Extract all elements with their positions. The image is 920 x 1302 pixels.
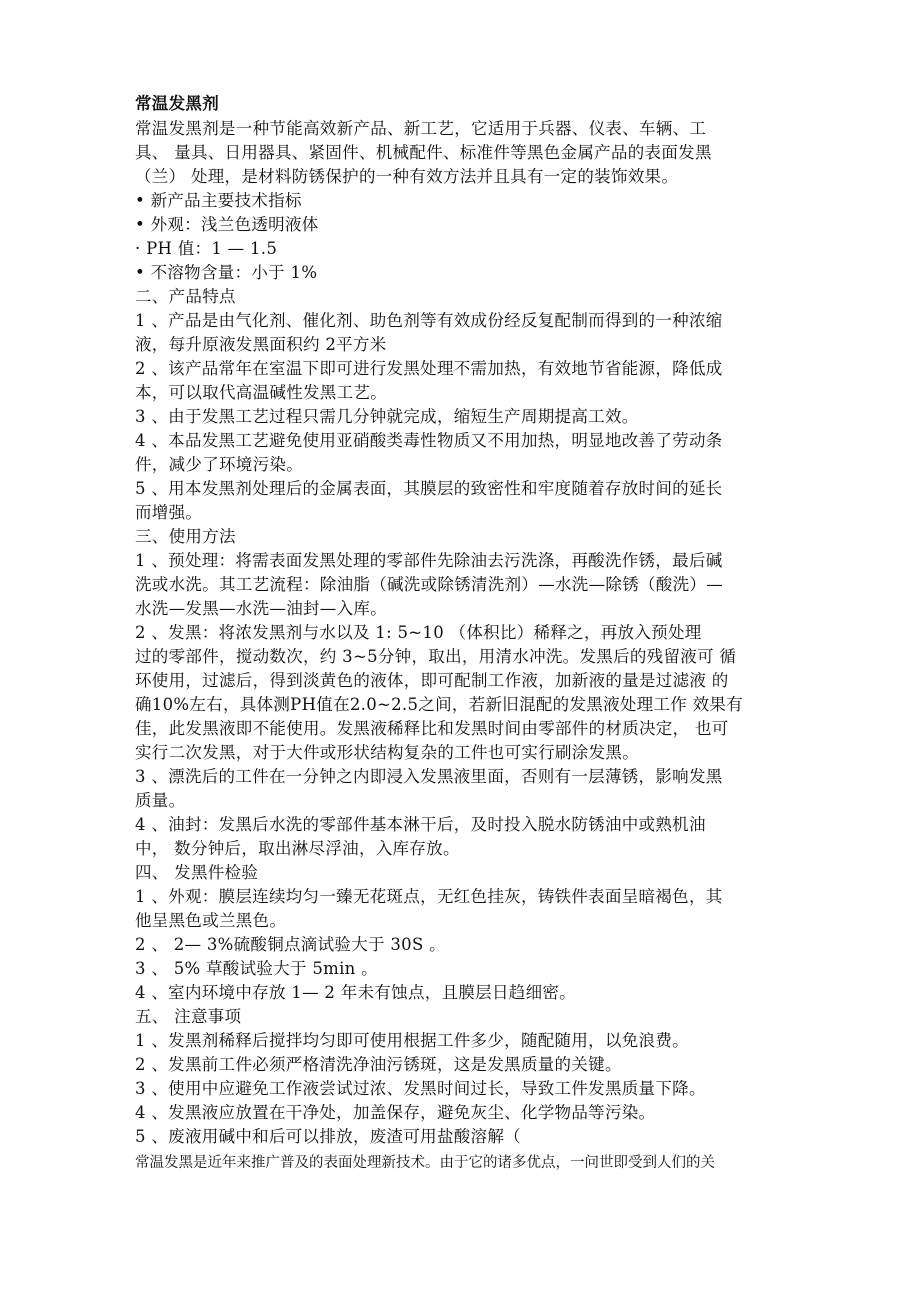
document-title: 常温发黑剂 [135,94,219,113]
text-line: 水洗—发黑—水洗—油封—入库。 [135,599,387,618]
section-heading: 二、产品特点 [135,287,236,306]
text-line: 实行二次发黑，对于大件或形状结构复杂的工件也可实行刷涂发黑。 [135,743,639,762]
text-line: 中， 数分钟后，取出淋尽浮油，入库存放。 [135,839,460,858]
text-line: 他呈黑色或兰黑色。 [135,911,287,930]
section-heading: 三、使用方法 [135,527,236,546]
text-line: 液，每升原液发黑面积约 2平方米 [135,335,387,354]
text-line: 过的零部件，搅动数次，约 3~5分钟，取出，用清水冲洗。发黑后的残留液可 循 [135,647,737,666]
text-line: 4 、发黑液应放置在干净处，加盖保存，避免灰尘、化学物品等污染。 [135,1103,656,1122]
text-line: 3 、漂洗后的工件在一分钟之内即浸入发黑液里面，否则有一层薄锈，影响发黑 [135,767,723,786]
text-line: 本，可以取代高温碱性发黑工艺。 [135,383,387,402]
text-line: 质量。 [135,791,186,810]
text-line: 1 、预处理：将需表面发黑处理的零部件先除油去污洗涤，再酸洗作锈，最后碱 [135,551,723,570]
text-line: 具、 量具、日用器具、紧固件、机械配件、标准件等黑色金属产品的表面发黑 [135,143,712,162]
text-line: • 外观：浅兰色透明液体 [135,215,319,234]
text-line: 环使用，过滤后，得到淡黄色的液体，即可配制工作液，加新液的量是过滤液 的 [135,671,729,690]
text-line: • 不溶物含量：小于 1% [135,263,318,282]
text-line: 2 、发黑：将浓发黑剂与水以及 1: 5~10 （体积比）稀释之，再放入预处理 [135,623,702,642]
text-line: （兰） 处理，是材料防锈保护的一种有效方法并且具有一定的装饰效果。 [135,167,679,186]
text-line: · PH 值：1 — 1.5 [135,239,278,258]
section-heading: 五、 注意事项 [135,1007,242,1026]
text-line: 1 、产品是由气化剂、催化剂、助色剂等有效成份经反复配制而得到的一种浓缩 [135,311,723,330]
text-line: 3 、由于发黑工艺过程只需几分钟就完成，缩短生产周期提高工效。 [135,407,639,426]
text-line: 5 、用本发黑剂处理后的金属表面，其膜层的致密性和牢度随着存放时间的延长 [135,479,723,498]
text-line: 常温发黑剂是一种节能高效新产品、新工艺，它适用于兵器、仪表、车辆、工 [135,119,707,138]
section-heading: 四、 发黑件检验 [135,863,259,882]
text-line: 4 、本品发黑工艺避免使用亚硝酸类毒性物质又不用加热，明显地改善了劳动条 [135,431,723,450]
text-line: 2 、发黑前工件必须严格清洗净油污锈斑，这是发黑质量的关键。 [135,1055,622,1074]
text-line: 1 、外观：膜层连续均匀一臻无花斑点，无红色挂灰，铸铁件表面呈暗褐色，其 [135,887,723,906]
text-line: 2 、 2— 3%硫酸铜点滴试验大于 30S 。 [135,935,446,954]
text-line: • 新产品主要技术指标 [135,191,302,210]
text-line: 2 、该产品常年在室温下即可进行发黑处理不需加热，有效地节省能源，降低成 [135,359,723,378]
text-line: 而增强。 [135,503,203,522]
text-line: 1 、发黑剂稀释后搅拌均匀即可使用根据工件多少，随配随用，以免浪费。 [135,1031,689,1050]
text-line: 佳，此发黑液即不能使用。发黑液稀释比和发黑时间由零部件的材质决定， 也可 [135,719,729,738]
text-line: 确10%左右，具体测PH值在2.0~2.5之间，若新旧混配的发黑液处理工作 效果有 [135,695,744,714]
text-line: 3 、使用中应避免工作液尝试过浓、发黑时间过长，导致工件发黑质量下降。 [135,1079,706,1098]
text-line: 洗或水洗。其工艺流程：除油脂（碱洗或除锈清洗剂）—水洗—除锈（酸洗）— [135,575,723,594]
text-line: 5 、废液用碱中和后可以排放，废渣可用盐酸溶解（ [135,1127,521,1146]
footer-text-line: 常温发黑是近年来推广普及的表面处理新技术。由于它的诸多优点，一问世即受到人们的关 [135,1155,715,1171]
text-line: 4 、室内环境中存放 1— 2 年未有蚀点，且膜层日趋细密。 [135,983,576,1002]
text-line: 件，减少了环境污染。 [135,455,303,474]
text-line: 4 、油封：发黑后水洗的零部件基本淋干后，及时投入脱水防锈油中或熟机油 [135,815,706,834]
text-line: 3 、 5% 草酸试验大于 5min 。 [135,959,378,978]
